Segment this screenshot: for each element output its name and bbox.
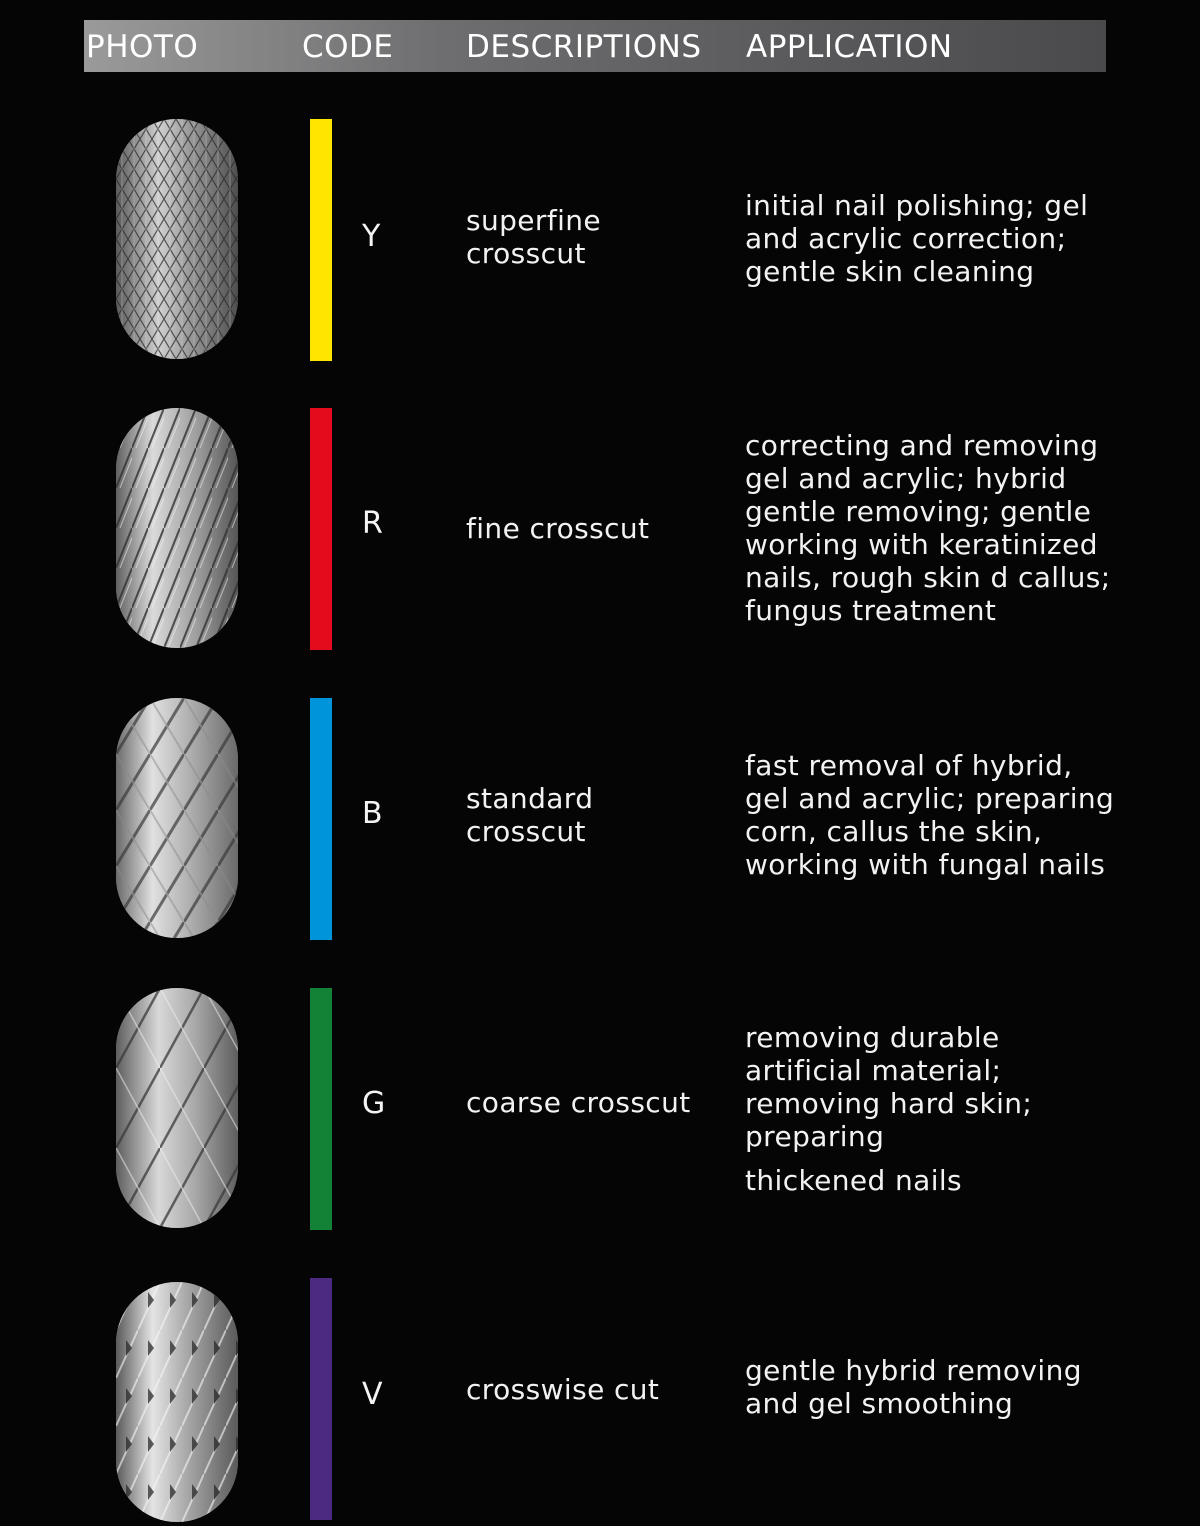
- color-code-bar: [310, 988, 332, 1230]
- bit-photo: [116, 988, 238, 1228]
- header-code: CODE: [302, 29, 394, 65]
- description-text: coarse crosscut: [466, 1086, 691, 1119]
- header-descriptions: DESCRIPTIONS: [466, 29, 702, 65]
- application-text: correcting and removing gel and acrylic; hybrid gentle removing; gentle working with keratinized nails, rough skin d callus; fungus treatment: [745, 429, 1111, 627]
- code-label: G: [362, 1086, 386, 1121]
- code-label: Y: [362, 219, 381, 254]
- bit-photo: [116, 119, 238, 359]
- code-label: B: [362, 796, 383, 831]
- description-text: superfine crosscut: [466, 204, 602, 270]
- description-text: fine crosscut: [466, 512, 650, 545]
- table-row: [0, 988, 1200, 1230]
- application-text: gentle hybrid removing and gel smoothing: [745, 1354, 1082, 1420]
- table-row: [0, 408, 1200, 650]
- color-code-bar: [310, 119, 332, 361]
- color-code-bar: [310, 698, 332, 940]
- application-text: fast removal of hybrid, gel and acrylic; preparing corn, callus the skin, working with fungal nails: [745, 749, 1115, 881]
- bit-photo: [116, 408, 238, 648]
- application-text: removing durable artificial material; removing hard skin; preparing thickened nails: [745, 1021, 1033, 1197]
- table-row: [0, 1278, 1200, 1520]
- color-code-bar: [310, 408, 332, 650]
- header-photo: PHOTO: [86, 29, 199, 65]
- description-text: standard crosscut: [466, 782, 594, 848]
- bit-photo: [116, 698, 238, 938]
- table-header: [84, 20, 1106, 72]
- description-text: crosswise cut: [466, 1373, 660, 1406]
- bit-photo: [116, 1282, 238, 1522]
- header-application: APPLICATION: [746, 29, 953, 65]
- table-row: [0, 119, 1200, 361]
- code-label: V: [362, 1377, 383, 1412]
- table-row: [0, 698, 1200, 940]
- code-label: R: [362, 506, 383, 541]
- color-code-bar: [310, 1278, 332, 1520]
- application-text: initial nail polishing; gel and acrylic correction; gentle skin cleaning: [745, 189, 1089, 288]
